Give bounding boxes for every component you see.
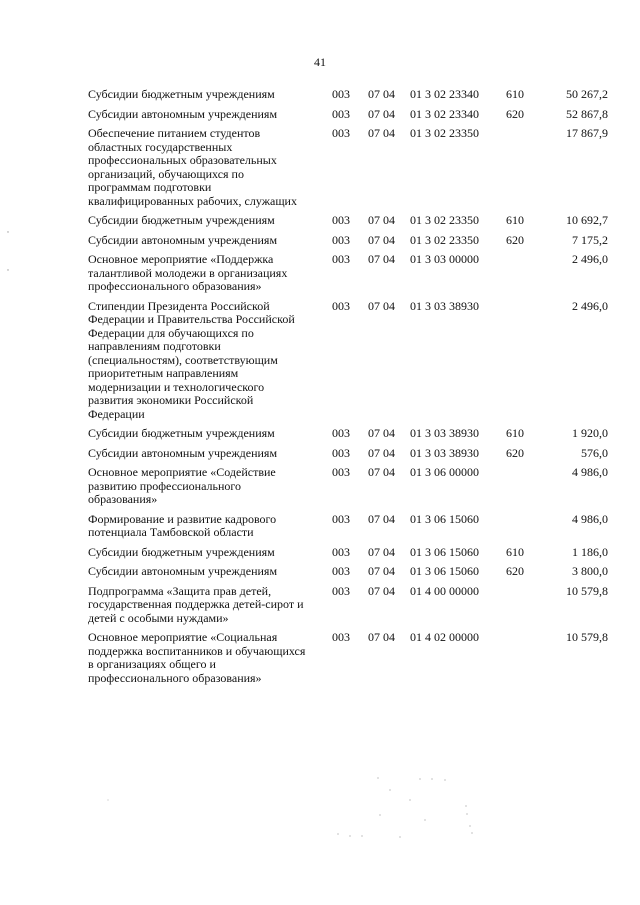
target-article-code: 01 3 02 23350 <box>410 213 479 227</box>
ministry-code: 003 <box>332 630 350 644</box>
table-row <box>88 466 608 507</box>
table-row <box>88 108 608 122</box>
row-name: Стипендии Президента Российской Федерации и Правительства Российской Федерации для обучающихся по направлениям подготовки (специальностям), соответствующим приоритетным направлениям модернизации и технологического развития экономики Российской Федерации <box>88 298 295 421</box>
row-name: Субсидии бюджетным учреждениям <box>88 213 275 227</box>
table-row <box>88 214 608 228</box>
target-article-code: 01 4 00 00000 <box>410 583 479 598</box>
amount-value: 3 800,0 <box>572 564 608 578</box>
target-article-code: 01 3 03 38930 <box>410 298 479 313</box>
table-row <box>88 546 608 560</box>
amount-value: 1 920,0 <box>572 426 608 440</box>
page-number: 41 <box>314 55 326 69</box>
expense-type-code: 610 <box>506 213 524 227</box>
amount-value: 2 496,0 <box>572 252 608 266</box>
target-article-code: 01 3 06 15060 <box>410 564 479 578</box>
amount-value: 576,0 <box>581 445 608 460</box>
section-code: 07 04 <box>368 564 395 578</box>
table-row <box>88 447 608 461</box>
ministry-code: 003 <box>332 564 350 578</box>
target-article-code: 01 3 03 38930 <box>410 445 479 460</box>
table-row <box>88 88 608 102</box>
target-article-code: 01 3 06 15060 <box>410 544 479 559</box>
row-name: Основное мероприятие «Поддержка талантливой молодежи в организациях профессионального образования» <box>88 252 288 293</box>
ministry-code: 003 <box>332 426 350 440</box>
ministry-code: 003 <box>332 87 350 101</box>
row-name: Субсидии бюджетным учреждениям <box>88 426 275 440</box>
ministry-code: 003 <box>332 465 350 479</box>
section-code: 07 04 <box>368 252 395 266</box>
table-row <box>88 427 608 441</box>
ministry-code: 003 <box>332 232 350 247</box>
section-code: 07 04 <box>368 87 395 101</box>
row-name: Субсидии автономным учреждениям <box>88 106 278 121</box>
expense-type-code: 620 <box>506 106 524 121</box>
section-code: 07 04 <box>368 298 395 313</box>
expense-type-code: 610 <box>506 426 524 440</box>
ministry-code: 003 <box>332 298 350 313</box>
ministry-code: 003 <box>332 511 350 526</box>
amount-value: 52 867,8 <box>566 106 608 121</box>
section-code: 07 04 <box>368 445 395 460</box>
row-name: Субсидии бюджетным учреждениям <box>88 544 275 559</box>
amount-value: 2 496,0 <box>572 298 608 313</box>
target-article-code: 01 3 02 23340 <box>410 87 479 101</box>
row-name: Субсидии автономным учреждениям <box>88 232 278 247</box>
target-article-code: 01 3 06 15060 <box>410 511 479 526</box>
row-name: Формирование и развитие кадрового потенциала Тамбовской области <box>88 511 277 539</box>
expense-type-code: 610 <box>506 87 524 101</box>
section-code: 07 04 <box>368 232 395 247</box>
target-article-code: 01 3 03 38930 <box>410 426 479 440</box>
table-row <box>88 127 608 208</box>
target-article-code: 01 3 02 23340 <box>410 106 479 121</box>
row-name: Субсидии бюджетным учреждениям <box>88 87 275 101</box>
table-row <box>88 234 608 248</box>
amount-value: 1 186,0 <box>572 544 608 559</box>
table-row <box>88 585 608 626</box>
ministry-code: 003 <box>332 583 350 598</box>
ministry-code: 003 <box>332 126 350 140</box>
table-row <box>88 253 608 294</box>
amount-value: 4 986,0 <box>572 511 608 526</box>
expense-type-code: 620 <box>506 564 524 578</box>
table-row <box>88 631 608 685</box>
expense-type-code: 620 <box>506 232 524 247</box>
table-row <box>88 300 608 422</box>
section-code: 07 04 <box>368 630 395 644</box>
row-name: Субсидии автономным учреждениям <box>88 445 278 460</box>
row-name: Основное мероприятие «Содействие развитию профессионального образования» <box>88 465 276 506</box>
section-code: 07 04 <box>368 511 395 526</box>
expense-type-code: 620 <box>506 445 524 460</box>
amount-value: 10 579,8 <box>566 630 608 644</box>
target-article-code: 01 3 02 23350 <box>410 232 479 247</box>
table-row <box>88 565 608 579</box>
row-name: Подпрограмма «Защита прав детей, государственная поддержка детей-сирот и детей с особыми нуждами» <box>88 583 304 625</box>
section-code: 07 04 <box>368 465 395 479</box>
target-article-code: 01 3 03 00000 <box>410 252 479 266</box>
amount-value: 7 175,2 <box>572 232 608 247</box>
table-row <box>88 513 608 540</box>
ministry-code: 003 <box>332 213 350 227</box>
ministry-code: 003 <box>332 106 350 121</box>
row-name: Субсидии автономным учреждениям <box>88 564 278 578</box>
section-code: 07 04 <box>368 213 395 227</box>
expense-type-code: 610 <box>506 544 524 559</box>
budget-table <box>88 88 608 691</box>
amount-value: 10 579,8 <box>566 583 608 598</box>
target-article-code: 01 4 02 00000 <box>410 630 479 644</box>
ministry-code: 003 <box>332 445 350 460</box>
target-article-code: 01 3 02 23350 <box>410 126 479 140</box>
row-name: Основное мероприятие «Социальная поддержка воспитанников и обучающихся в организациях общего и профессионального образования» <box>88 630 306 685</box>
amount-value: 4 986,0 <box>572 465 608 479</box>
amount-value: 10 692,7 <box>566 213 608 227</box>
row-name: Обеспечение питанием студентов областных государственных профессиональных образовательных организаций, обучающихся по программам подготовки квалифицированных рабочих, служащих <box>88 126 297 208</box>
section-code: 07 04 <box>368 544 395 559</box>
section-code: 07 04 <box>368 583 395 598</box>
section-code: 07 04 <box>368 106 395 121</box>
amount-value: 17 867,9 <box>566 126 608 140</box>
section-code: 07 04 <box>368 126 395 140</box>
ministry-code: 003 <box>332 252 350 266</box>
target-article-code: 01 3 06 00000 <box>410 465 479 479</box>
amount-value: 50 267,2 <box>566 87 608 101</box>
section-code: 07 04 <box>368 426 395 440</box>
ministry-code: 003 <box>332 544 350 559</box>
